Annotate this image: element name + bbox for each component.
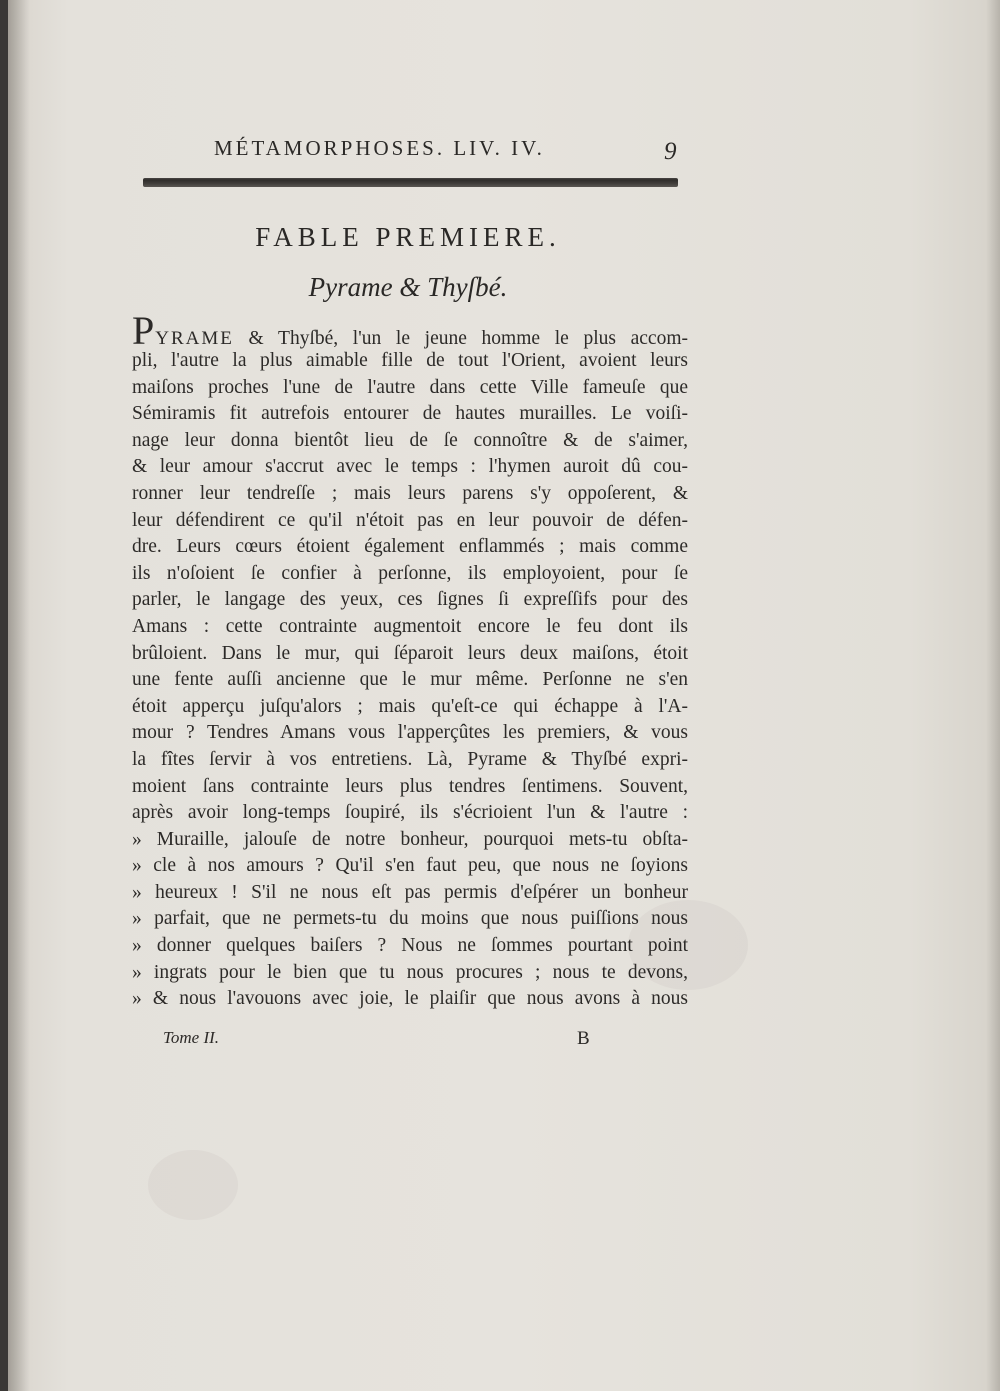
paper-stain [148, 1150, 238, 1220]
body-line: Sémiramis fit autrefois entourer de hautes murailles. Le voiſi- [132, 403, 688, 425]
book-page [8, 0, 1000, 1391]
body-line: nage leur donna bientôt lieu de ſe connoître & de s'aimer, [132, 429, 688, 451]
body-line: ils n'oſoient ſe confier à perſonne, ils employoient, pour ſe [132, 562, 688, 584]
drop-cap: P [132, 308, 156, 353]
fable-title: FABLE PREMIERE. [255, 222, 561, 252]
body-line: leur défendirent ce qu'il n'étoit pas en leur pouvoir de défen- [132, 509, 688, 531]
body-line: après avoir long-temps ſoupiré, ils s'écrioient l'un & l'autre : [132, 802, 688, 824]
body-line: la fîtes ſervir à vos entretiens. Là, Pyrame & Thyſbé expri- [132, 748, 688, 770]
body-line: » & nous l'avouons avec joie, le plaiſir que nous avons à nous [132, 988, 688, 1010]
body-line: » ingrats pour le bien que tu nous procures ; nous te devons, [132, 961, 688, 983]
header-rule [143, 178, 678, 187]
body-line: Amans : cette contrainte augmentoit encore le feu dont ils [132, 615, 688, 637]
first-word-smallcaps: YRAME [155, 328, 234, 349]
fable-subtitle: Pyrame & Thyſbé. [308, 272, 508, 302]
volume-label: Tome II. [163, 1028, 220, 1047]
first-line-rest: & Thyſbé, l'un le jeune homme le plus accom- [233, 328, 688, 349]
body-line: une fente auſſi ancienne que le mur même. Perſonne ne s'en [132, 669, 688, 691]
body-text [132, 308, 688, 1013]
body-line: & leur amour s'accrut avec le temps : l'hymen auroit dû cou- [132, 456, 688, 478]
body-line: pli, l'autre la plus aimable fille de tout l'Orient, avoient leurs [132, 350, 688, 371]
body-line-first [132, 308, 688, 353]
body-line: étoit apperçu juſqu'alors ; mais qu'eſt-ce qui échappe à l'A- [132, 695, 688, 717]
page-footer [163, 1028, 603, 1052]
running-head-title: MÉTAMORPHOSES. LIV. IV. [214, 136, 545, 160]
body-line: » cle à nos amours ? Qu'il s'en faut peu, que nous ne ſoyions [132, 855, 688, 877]
body-line: » Muraille, jalouſe de notre bonheur, pourquoi mets-tu obſta- [132, 828, 688, 850]
body-line: dre. Leurs cœurs étoient également enflammés ; mais comme [132, 536, 688, 558]
body-line: » heureux ! S'il ne nous eſt pas permis d'eſpérer un bonheur [132, 881, 688, 903]
page-number: 9 [664, 138, 677, 165]
body-line: » donner quelques baiſers ? Nous ne ſommes pourtant point [132, 935, 688, 957]
body-line: maiſons proches l'une de l'autre dans cette Ville fameuſe que [132, 376, 688, 398]
body-line: mour ? Tendres Amans vous l'apperçûtes les premiers, & vous [132, 722, 688, 744]
body-line: brûloient. Dans le mur, qui ſéparoit leurs deux maiſons, étoit [132, 642, 688, 664]
body-line: moient ſans contrainte leurs plus tendres ſentimens. Souvent, [132, 775, 688, 797]
signature-mark: B [577, 1028, 590, 1049]
body-line: parler, le langage des yeux, ces ſignes ſi expreſſifs pour des [132, 589, 688, 611]
body-line: » parfait, que ne permets-tu du moins que nous puiſſions nous [132, 908, 688, 930]
running-head [208, 136, 688, 166]
page-edge [986, 0, 1000, 1391]
body-line: ronner leur tendreſſe ; mais leurs parens s'y oppoſerent, & [132, 482, 688, 504]
gutter-shadow [8, 0, 30, 1391]
